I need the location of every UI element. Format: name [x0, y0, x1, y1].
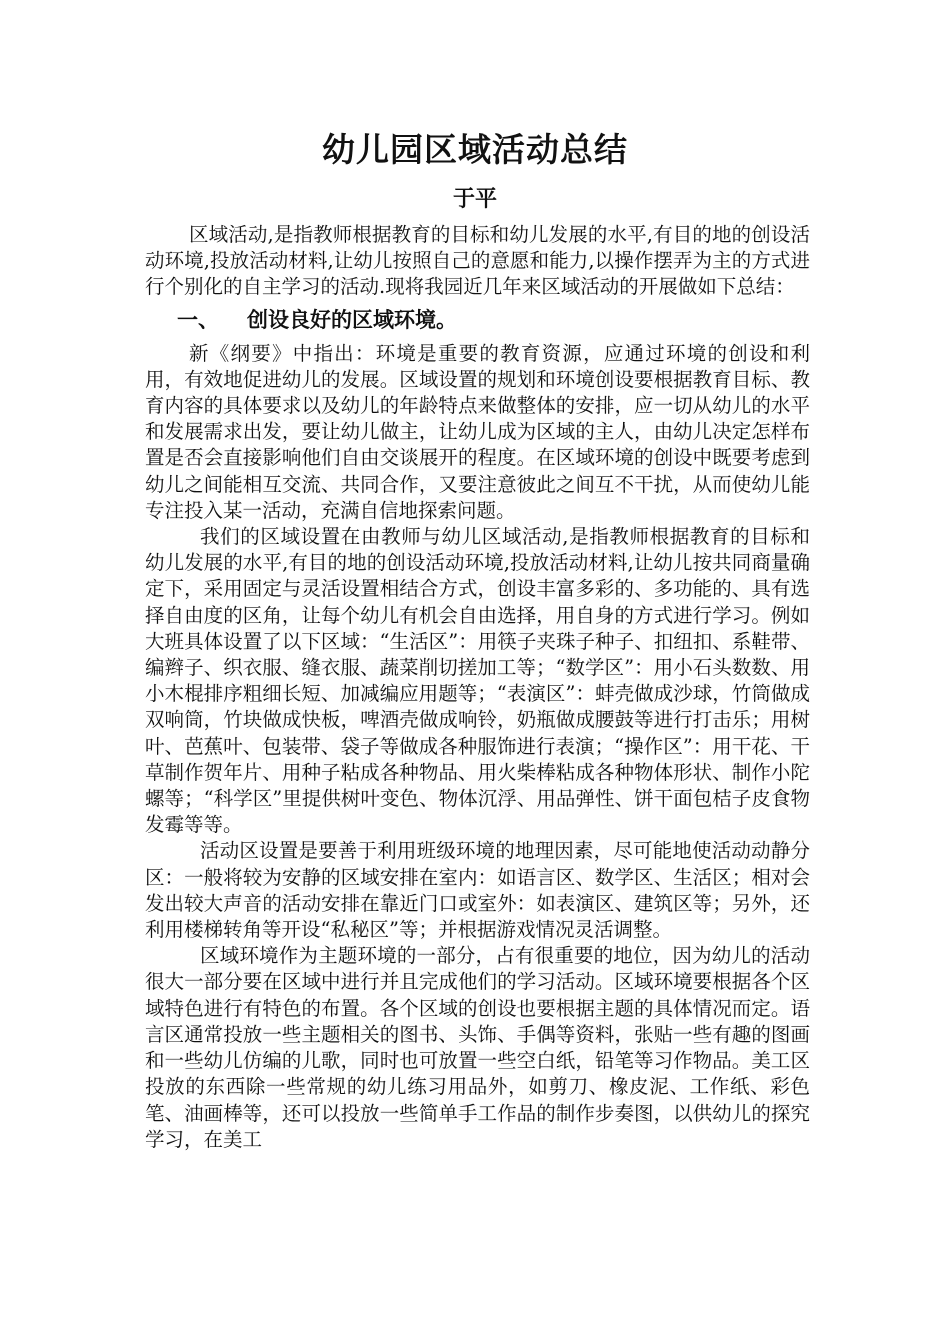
section-heading	[177, 305, 810, 335]
section-number: 一、	[177, 306, 219, 332]
document-body	[145, 222, 810, 1153]
intro-paragraph: 区域活动,是指教师根据教育的目标和幼儿发展的水平,有目的地的创设活动环境,投放活动材料,让幼儿按照自己的意愿和能力,以操作摆弄为主的方式进行个别化的自主学习的活动.现将我园近几年来区域活动的开展做如下总结：	[145, 223, 810, 299]
body-paragraph-2: 我们的区域设置在由教师与幼儿区域活动,是指教师根据教育的目标和幼儿发展的水平,有目的地的创设活动环境,投放活动材料,让幼儿按共同商量确定下，采用固定与灵活设置相结合方式，创设丰富多彩的、多功能的、具有选择自由度的区角，让每个幼儿有机会自由选择，用自身的方式进行学习。例如大班具体设置了以下区域：“生活区”：用筷子夹珠子种子、扣纽扣、系鞋带、编辫子、织衣服、缝衣服、蔬菜削切搓加工等；“数学区”：用小石头数数、用小木棍排序粗细长短、加减编应用题等；“表演区”：蚌壳做成沙球，竹筒做成双响筒，竹块做成快板，啤酒壳做成响铃，奶瓶做成腰鼓等进行打击乐；用树叶、芭蕉叶、包装带、袋子等做成各种服饰进行表演；“操作区”：用干花、干草制作贺年片、用种子粘成各种物品、用火柴棒粘成各种物体形状、制作小陀螺等；“科学区”里提供树叶变色、物体沉浮、用品弹性、饼干面包桔子皮食物发霉等等。	[145, 525, 810, 837]
section-heading-text: 创设良好的区域环境。	[247, 306, 457, 332]
document-title: 幼儿园区域活动总结	[322, 130, 628, 169]
body-paragraph-3: 活动区设置是要善于利用班级环境的地理因素，尽可能地使活动动静分区：一般将较为安静的区域安排在室内：如语言区、数学区、生活区；相对会发出较大声音的活动安排在靠近门口或室外：如表演区、建筑区等；另外，还利用楼梯转角等开设“私秘区”等；并根据游戏情况灵活调整。	[145, 839, 810, 942]
body-paragraph-1: 新《纲要》中指出：环境是重要的教育资源，应通过环境的创设和利用，有效地促进幼儿的发展。区域设置的规划和环境创设要根据教育目标、教育内容的具体要求以及幼儿的年龄特点来做整体的安排，应一切从幼儿的水平和发展需求出发，要让幼儿做主，让幼儿成为区域的主人，由幼儿决定怎样布置是否会直接影响他们自由交谈展开的程度。在区域环境的创设中既要考虑到幼儿之间能相互交流、共同合作，又要注意彼此之间互不干扰，从而使幼儿能专注投入某一活动，充满自信地探索问题。	[145, 341, 810, 522]
document-author: 于平	[452, 186, 497, 212]
body-paragraph-4: 区域环境作为主题环境的一部分，占有很重要的地位，因为幼儿的活动很大一部分要在区域中进行并且完成他们的学习活动。区域环境要根据各个区域特色进行有特色的布置。各个区域的创设也要根据主题的具体情况而定。语言区通常投放一些主题相关的图书、头饰、手偶等资料，张贴一些有趣的图画和一些幼儿仿编的儿歌，同时也可放置一些空白纸，铅笔等习作物品。美工区投放的东西除一些常规的幼儿练习用品外，如剪刀、橡皮泥、工作纸、彩色笔、油画棒等，还可以投放一些简单手工作品的制作步奏图，以供幼儿的探究学习，在美工	[145, 944, 810, 1151]
